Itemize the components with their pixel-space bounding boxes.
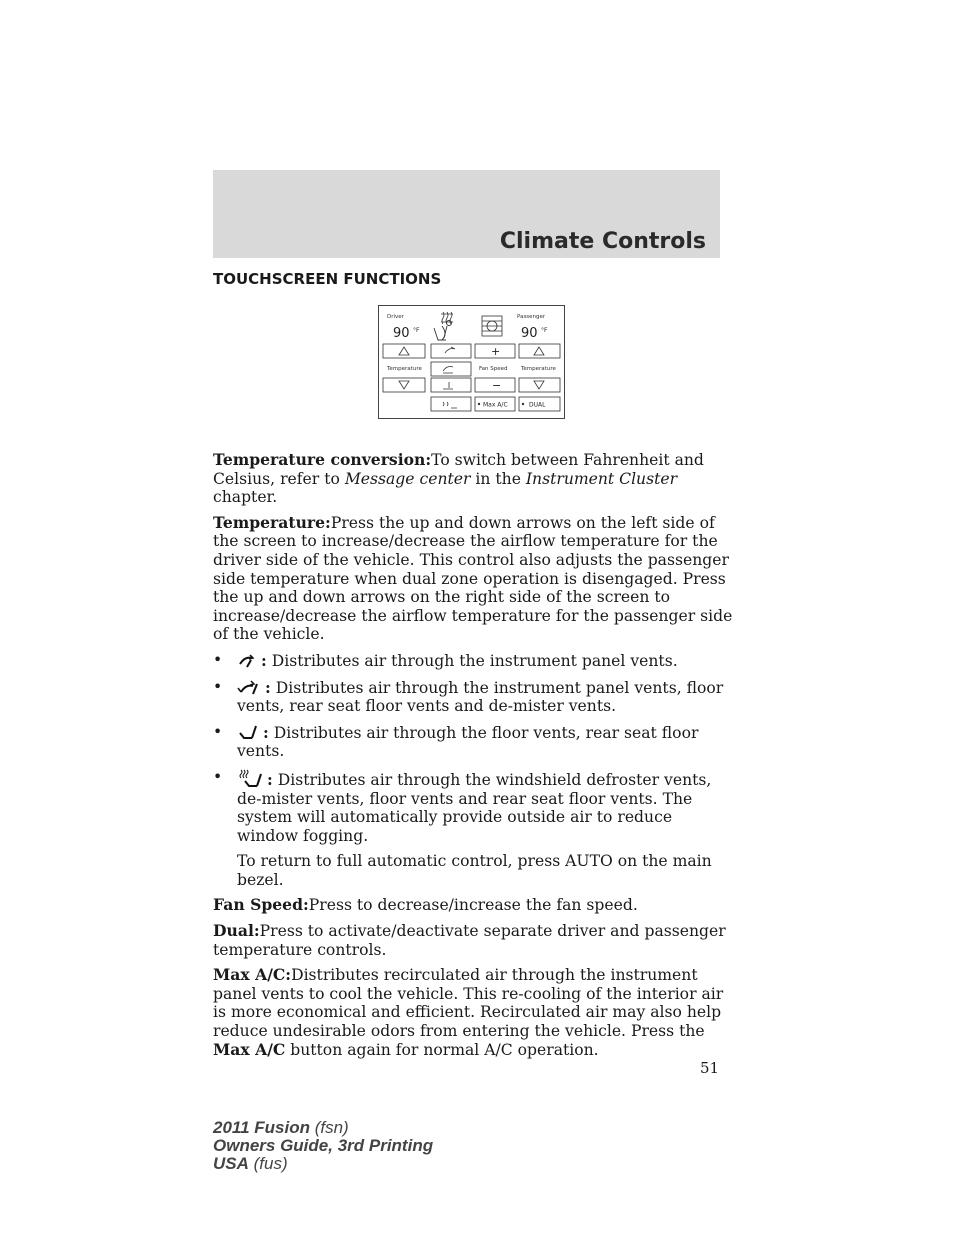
panel-floor-mode-button[interactable] xyxy=(431,362,471,376)
dual-heading: Dual: xyxy=(213,921,260,941)
temp-conversion-text: chapter. xyxy=(213,488,278,507)
defrost-floor-mode-button[interactable] xyxy=(431,397,471,411)
touchscreen-illustration xyxy=(378,305,565,419)
temp-conversion-paragraph xyxy=(213,451,733,507)
bullet-4-text: Distributes air through the windshield defroster vents, de-mister vents, floor vents and rear seat floor vents. The system will automatically provide outside air to reduce window fogging. xyxy=(237,770,712,845)
temperature-paragraph xyxy=(213,514,733,644)
plus-icon: + xyxy=(491,345,501,358)
footer-model-code: (fsn) xyxy=(310,1118,349,1137)
passenger-temp-up-button[interactable] xyxy=(519,344,560,358)
dual-text: Press to activate/deactivate separate driver and passenger temperature controls. xyxy=(213,922,726,959)
fan-speed-heading: Fan Speed: xyxy=(213,895,309,915)
floor-mode-button[interactable] xyxy=(431,378,471,392)
colon: : xyxy=(261,650,267,670)
panel-vent-mode-button[interactable] xyxy=(431,344,471,358)
chapter-title: Climate Controls xyxy=(499,229,706,254)
temperature-label-right: Temperature xyxy=(521,366,556,372)
temp-conversion-text: To switch between Fahrenheit and Celsius, refer to xyxy=(213,451,704,488)
panel-vent-mode-icon xyxy=(237,651,259,669)
fan-speed-text: Press to decrease/increase the fan speed. xyxy=(308,896,638,915)
bullet-dot: • xyxy=(213,722,223,741)
temp-conversion-text: in the xyxy=(470,469,526,488)
footer xyxy=(213,1119,433,1173)
fan-icon xyxy=(482,316,502,336)
driver-temp-unit: °F xyxy=(413,327,420,334)
driver-temp-down-button[interactable] xyxy=(383,378,425,392)
driver-label: Driver xyxy=(387,314,404,320)
section-title: TOUCHSCREEN FUNCTIONS xyxy=(213,270,442,288)
dual-paragraph xyxy=(213,922,733,959)
panel-floor-mode-icon xyxy=(237,678,263,696)
passenger-label: Passenger xyxy=(517,314,546,320)
indicator-light-icon xyxy=(522,403,524,405)
driver-temp: 90 xyxy=(393,326,410,341)
max-ac-heading: Max A/C: xyxy=(213,965,292,985)
colon: : xyxy=(265,677,271,697)
footer-model: 2011 Fusion xyxy=(213,1118,310,1137)
driver-temp-up-button[interactable] xyxy=(383,344,425,358)
colon: : xyxy=(263,722,269,742)
bullet-dot: • xyxy=(213,677,223,696)
max-ac-label: Max A/C xyxy=(483,401,508,409)
indicator-light-icon xyxy=(478,403,480,405)
temp-conversion-label: Temperature conversion: xyxy=(213,450,432,469)
defrost-floor-mode-icon xyxy=(237,768,265,788)
floor-mode-icon xyxy=(237,723,261,741)
dual-label: DUAL xyxy=(529,401,546,409)
chapter-header-band xyxy=(213,170,720,258)
bullet-1-text: Distributes air through the instrument panel vents. xyxy=(271,651,678,670)
max-ac-text: Distributes recirculated air through the instrument panel vents to cool the vehicle. This re-cooling of the interior air is more economical and efficient. Recirculated air may also help reduce undesirable odors from entering the vehicle. Press the xyxy=(213,966,724,1041)
passenger-temp: 90 xyxy=(521,326,538,341)
message-center-ref: Message center xyxy=(344,469,471,488)
bullet-panel-vents xyxy=(213,651,733,671)
footer-region: USA xyxy=(213,1154,249,1173)
colon: : xyxy=(267,769,273,789)
page-number: 51 xyxy=(700,1059,720,1077)
fan-speed-paragraph xyxy=(213,896,733,915)
passenger-temp-down-button[interactable] xyxy=(519,378,560,392)
bullet-floor-vents xyxy=(213,723,733,761)
max-ac-inline-label: Max A/C xyxy=(213,1039,286,1059)
instrument-cluster-ref: Instrument Cluster xyxy=(525,469,678,488)
return-paragraph: To return to full automatic control, press AUTO on the main bezel. xyxy=(237,852,712,889)
max-ac-paragraph xyxy=(213,966,733,1059)
bullet-3-text: Distributes air through the floor vents, rear seat floor vents. xyxy=(237,723,699,761)
minus-icon: − xyxy=(492,379,502,392)
bullet-dot: • xyxy=(213,650,223,669)
bullet-2-text: Distributes air through the instrument panel vents, floor vents, rear seat floor vents and de-mister vents. xyxy=(237,678,724,716)
temperature-text: Press the up and down arrows on the left side of the screen to increase/decrease the airflow temperature for the driver side of the vehicle. This control also adjusts the passenger side temperature when dual zone operation is disengaged. Press the up and down arrows on the right side of the screen to increase/decrease the airflow temperature for the passenger side of the vehicle. xyxy=(213,513,733,644)
passenger-temp-unit: °F xyxy=(541,327,548,334)
body-text xyxy=(213,451,733,1066)
temperature-label: Temperature: xyxy=(213,512,331,532)
footer-region-code: (fus) xyxy=(248,1154,288,1173)
bullet-panel-floor-vents xyxy=(213,678,733,716)
bullet-dot: • xyxy=(213,767,223,786)
footer-edition: Owners Guide, 3rd Printing xyxy=(213,1136,434,1155)
fan-speed-label: Fan Speed xyxy=(479,366,508,372)
bullet-defrost-floor-vents xyxy=(213,768,733,845)
temperature-label-left: Temperature xyxy=(387,366,422,372)
max-ac-text: button again for normal A/C operation. xyxy=(285,1040,599,1059)
